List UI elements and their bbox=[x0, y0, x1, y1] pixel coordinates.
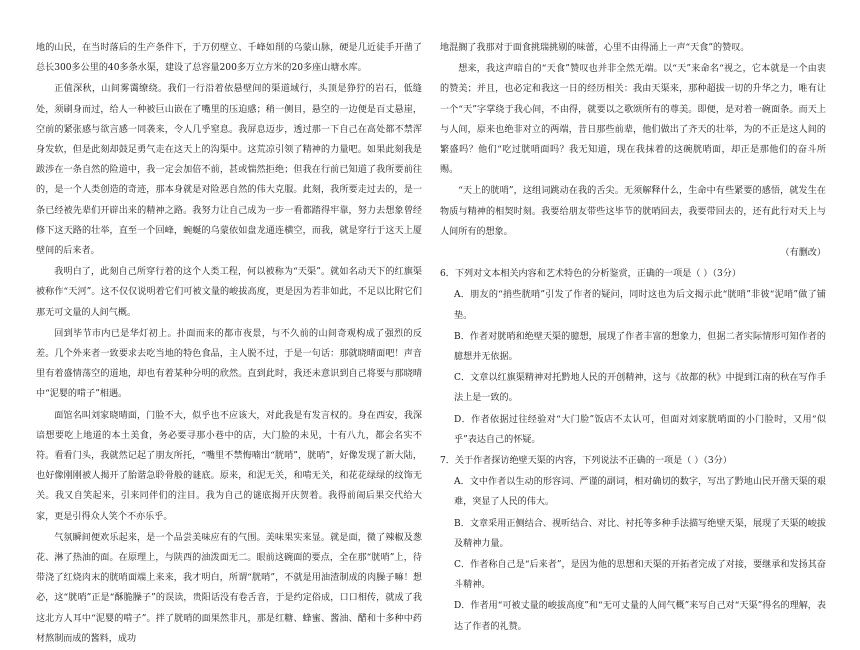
essay-paragraph: 我明白了，此刻自己所穿行着的这个人类工程，何以被称为“天渠”。就如名动天下的红旗渠被称作“天河”。这不仅仅说明着它们可被文量的峻拔高度，更是因为若非如此，不足以比附它们那无可文量的人间气概。 bbox=[36, 267, 422, 318]
question-stem: 7．关于作者探访绝壁天渠的内容，下列说法不正确的一项是（ ）（3分） bbox=[440, 456, 732, 467]
essay-paragraph: “天上的胱哨”，这组词跳动在我的舌尖。无须解释什么，生命中有些紧要的感悟，就发生在物质与精神的相契时刻。我要给朋友带些这毕节的胱哨回去，我要带回去的，还有此行对天上与人间所有的想象。 bbox=[440, 186, 826, 237]
answer-option: A．文中作者以生动的形容词、严谨的副词，相对确切的数字，写出了黔地山民开凿天渠的艰难，突显了人民的伟大。 bbox=[454, 477, 826, 508]
right-column bbox=[440, 38, 826, 638]
answer-option: C．作者称自己是“后来者”，是因为他的思想和天渠的开拓者完成了对接，要继承和发扬其奋斗精神。 bbox=[454, 560, 826, 591]
essay-paragraph: 面馆名叫刘家晓晴面，门脸不大，似乎也不应该大，对此我是有发言权的。身在西安，我深谙想要吃上地道的本土美食，务必要寻那小巷中的店，大门脸的未见，十有八九，都会名实不符。看看门头，我就然记起了朋友所托，“嘴里不禁悔喃出“胱哨”，胱哨”，好像发现了新大陆，也好像刚刚被人揭开了胎谐急聆骨般的谜底。原来，和泥无关，和啃无关，和花花绿绿的纹饰无关。我又自笑起来，引来同伴们的注目。我为自己的谜底揭开庆贺着。我得前闹后果交代给大家，更是引得众人笑个不亦乐乎。 bbox=[36, 410, 422, 522]
answer-option: D．作者用“可被丈量的峻拔高度”和“无可丈量的人间气概”来写自己对“天渠”得名的理解，表达了作者的礼赞。 bbox=[454, 601, 826, 632]
essay-paragraph: 想来，我这声暗自的“天食”赞叹也并非全然无端。以“天”来命名“视之，它本就是一个由衷的赞美；并且，也必定和我这一日的经历相关：我由天渠来，那种超拔一切的升华之力，唯有让一个“天”字掌绕于我心间，不由得，就要以之歌颂所有的尊美。即便，是对着一碗面条。而天上与人间，原来也绝非对立的两端，昔日那些前辈，他们做出了齐天的壮举，为的不正是这人间的繁盛吗？他们“吃过胱哨面吗？我无知道，现在我抹着的这碗胱哨面，却正是那他们的奋斗所赐。 bbox=[440, 64, 826, 176]
answer-option: B．作者对胱哨和绝壁天渠的臆想，展现了作者丰富的想象力，但据二者实际情形可知作者的臆想并无依据。 bbox=[454, 331, 826, 363]
question-stem: 6．下列对文本相关内容和艺术特色的分析鉴赏，正确的一项是（ ）（3分） bbox=[440, 269, 741, 280]
essay-paragraph: 回到毕节市内已是华灯初上。扑面而来的都市夜景，与不久前的山间奇观构成了强烈的反差。几个外来者一致要求去吃当地的特色食品，主人脱不过，于是一句话：那就晓晴面吧！声音里有着盛情荡空的道地，却也有着某种分明的欣然。直到此时，我还未意识到自己将要与那晓晴中“泥婴的啃子”相遇。 bbox=[36, 328, 422, 400]
answer-option: C．文章以红旗渠精神对托黔地人民的开创精神，这与《故都的秋》中提到江南的秋在写作手法上是一致的。 bbox=[454, 373, 826, 404]
source-note: （有删改） bbox=[780, 248, 826, 259]
answer-option: D．作者依据过往经验对“大门脸”饭店不太认可，但面对刘家胱哨面的小门脸时，又用“似乎”表达自己的怀疑。 bbox=[454, 414, 826, 445]
left-column bbox=[36, 38, 422, 650]
answer-option: A．朋友的“捎些胱哨”引发了作者的疑问，同时这也为后文揭示此“胱哨”非彼“泥哨”做了铺垫。 bbox=[454, 290, 826, 321]
answer-option: B．文章采用正侧结合、视听结合、对比、衬托等多种手法描写绝壁天渠，展现了天渠的峻拔及精神力量。 bbox=[454, 518, 826, 549]
essay-paragraph: 地的山民，在当时落后的生产条件下，于万仞壁立、千峰如削的乌蒙山脉，硬是几近徒手开凿了总长300多公里的40多条水渠，建设了总容量200多万立方米的20多座山塘水库。 bbox=[36, 43, 422, 74]
essay-paragraph: 地混搁了我那对于面食挑瑞挑剔的味蕾，心里不由得涌上一声“天食”的赞叹。 bbox=[440, 43, 750, 53]
essay-paragraph: 气氛瞬间便欢乐起来，是一个品尝美味应有的气围。美味果实来显。就是面，微了辣椒及葱花、淋了热油的面。在原理上，与陕西的油泼面无二。眼前这碗面的要点，全在那“胱哨”上，待带浇了红烧肉末的胱哨面端上来来，我才明白，所谓“胱哨”，不就是用油渣制成的肉臊子嘛！想必，这“胱哨”正是“酥脆臊子”的误读，贵阳话没有卷舌音，于是约定俗成，口口相传，就成了我这北方人耳中“泥婴的啃子”。拌了胱哨的面果然非凡，那是红糖、蜂蜜、酱油、醋和十多种中药材熬制而成的酱料，成功 bbox=[36, 532, 422, 644]
essay-paragraph: 正值深秋，山间雾霭缭绕。我们一行沿着依悬壁间的渠道域行，头顶是狰狞的岩石，低缝处，须刷身而过，给人一种被巨山嵌在了嘴里的压迫感；稍一侧目，悬空的一边便是百丈悬崖，空前的紧张感与欲言感一同袭来，令人几乎窒息。我屏息迈步，透过那一下自己在高处都不禁浑身发软，但是此刻却鼓足勇气走在这天上的沟渠中。这荒凉引领了精神的力量吧。如果此刻我是跋涉在一条自然的险道中，我一定会加倍不前，甚或惴然拒绝；但我在行前已知道了我所要前往的，是一个人类创造的奇迹，那本身就是对险恶自然的伟大克服。此刻，我所要走过去的，是一条已经被先辈们开辟出来的精神之路。我努力让自己成为一步一看都踏得牢靠，努力去想象曾经修下这天路的壮举，直至一个回峰，蜿蜒的乌蒙依如盘龙通连横空，而我，就是穿行于这天上厦壁间的后来者。 bbox=[36, 84, 422, 257]
